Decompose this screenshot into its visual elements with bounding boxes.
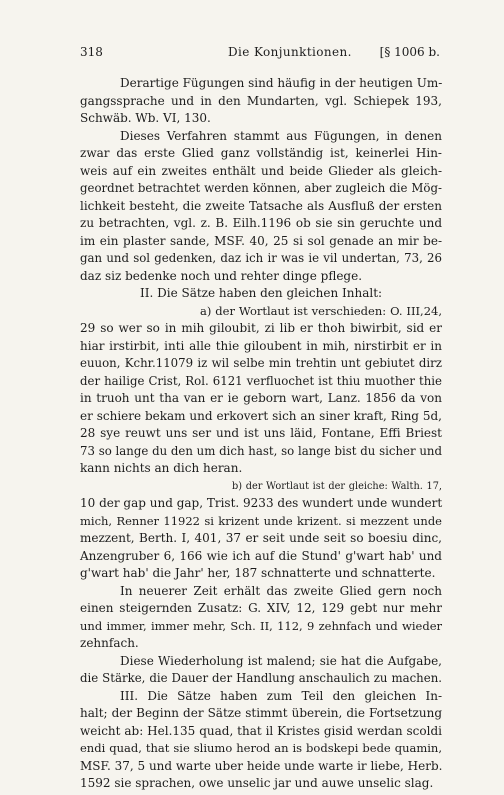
text-line: kann nichts an dich heran. [80, 461, 243, 475]
page-number: 318 [80, 45, 103, 59]
text-line: g'wart hab' die Jahr' her, 187 schnatterte und schnatterte. [80, 566, 436, 580]
text-line: und immer, immer mehr, Sch. II, 112, 9 zehnfach und wieder [80, 618, 442, 633]
text-line: der hailige Crist, Rol. 6121 verfluochet ist thiu muother thie [80, 373, 442, 388]
text-line: a) der Wortlaut ist verschieden: O. III,24, [200, 303, 442, 318]
body-text [80, 75, 442, 793]
text-line: die Stärke, die Dauer der Handlung anschaulich zu machen. [80, 671, 442, 685]
text-line: II. Die Sätze haben den gleichen Inhalt: [140, 286, 383, 300]
running-title: Die Konjunktionen. [228, 45, 352, 59]
text-line: mezzent, Berth. I, 401, 37 er seit unde seit so boesiu dinc, [80, 531, 442, 545]
text-line: zu betrachten, vgl. z. B. Eilh.1196 ob sie sin geruchte und [80, 216, 442, 230]
text-line: zwar das erste Glied ganz vollständig ist, keinerlei Hin- [80, 146, 442, 160]
text-line: im ein plaster sande, MSF. 40, 25 si sol genade an mir be- [80, 233, 442, 248]
text-line: 10 der gap und gap, Trist. 9233 des wundert unde wundert [80, 496, 443, 510]
section-marker: [§ 1006 b. [379, 45, 440, 59]
text-line: 73 so lange du den um dich hast, so lange bist du sicher und [80, 443, 442, 458]
text-line: MSF. 37, 5 und warte uber heide unde warte ir liebe, Herb. [80, 758, 443, 773]
text-line: III. Die Sätze haben zum Teil den gleichen In- [120, 688, 442, 703]
text-line: Schwäb. Wb. VI, 130. [80, 111, 211, 125]
text-line: zehnfach. [80, 636, 139, 650]
text-line: 28 sye reuwt uns ser und ist uns läid, Fontane, Effi Briest [80, 426, 442, 440]
text-line: mich, Renner 11922 si krizent unde krizent. si mezzent unde [80, 513, 442, 528]
running-header [80, 45, 440, 65]
text-line: Dieses Verfahren stammt aus Fügungen, in denen [120, 128, 442, 143]
text-line: endi quad, that sie sliumo herod an is bodskepi bede quamin, [80, 741, 442, 755]
text-line: 1592 sie sprachen, owe unselic jar und auwe unselic slag. [80, 776, 434, 790]
text-line: weis auf ein zweites enthält und beide Glieder als gleich- [80, 163, 442, 178]
text-line: Anzengruber 6, 166 wie ich auf die Stund' g'wart hab' und [80, 548, 442, 563]
text-line: b) der Wortlaut ist der gleiche: Walth. 17, [232, 480, 442, 492]
text-line: weicht ab: Hel.135 quad, that il Kristes gisid werdan scoldi [80, 723, 442, 738]
text-line: Derartige Fügungen sind häufig in der heutigen Um- [120, 76, 443, 90]
text-line: er schiere bekam und erkovert sich an siner kraft, Ring 5d, [80, 408, 442, 423]
text-line: daz siz bedenke noch und rehter dinge pflege. [80, 268, 363, 283]
text-line: geordnet betrachtet werden können, aber zugleich die Mög- [80, 181, 442, 195]
text-line: gangssprache und in den Mundarten, vgl. Schiepek 193, [80, 93, 442, 108]
text-line: in truoh unt tha van er ie geborn wart, Lanz. 1856 da von [80, 391, 442, 405]
text-line: lichkeit besteht, die zweite Tatsache als Ausfluß der ersten [80, 198, 442, 213]
text-line: hiar irstirbit, inti alle thie giloubent in mih, nirstirbit er in [80, 338, 442, 353]
text-line: 29 so wer so in mih giloubit, zi lib er thoh biwirbit, sid er [80, 321, 442, 335]
text-line: halt; der Beginn der Sätze stimmt überein, die Fortsetzung [80, 706, 442, 720]
text-line: euuon, Kchr.11079 iz wil selbe min trehtin unt gebiutet dirz [80, 356, 442, 370]
text-line: einen steigernden Zusatz: G. XIV, 12, 129 gebt nur mehr [80, 601, 442, 615]
text-line: Diese Wiederholung ist malend; sie hat die Aufgabe, [120, 653, 442, 668]
text-line: In neuerer Zeit erhält das zweite Glied gern noch [120, 583, 442, 598]
text-line: gan und sol gedenken, daz ich ir was ie vil undertan, 73, 26 [80, 251, 442, 265]
